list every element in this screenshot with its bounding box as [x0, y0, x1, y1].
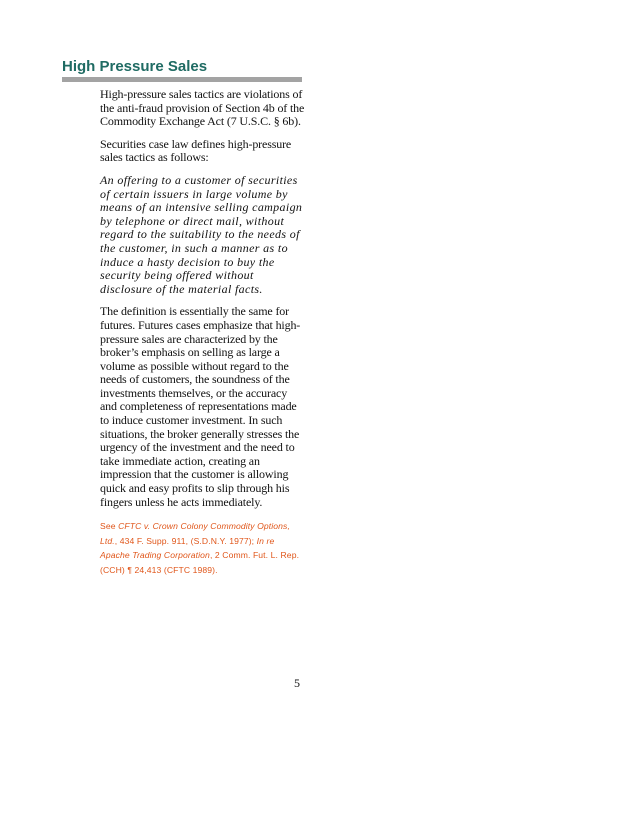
citation-cite-2: , 2 Comm. Fut. L. Rep. (CCH) ¶ 24,413 (CFTC 1989). [100, 550, 300, 575]
page-number: 5 [294, 676, 300, 690]
citation-case-1: CFTC v. Crown Colony Commodity Options, Ltd. [100, 521, 290, 546]
case-citation [100, 519, 305, 577]
citation-case-2: In re Apache Trading Corporation [100, 535, 275, 561]
body-column [100, 88, 305, 577]
intro-paragraph: High-pressure sales tactics are violations of the anti-fraud provision of Section 4b of the Commodity Exchange Act (7 U.S.C. § 6b). [100, 87, 305, 129]
citation-cite-1: , 434 F. Supp. 911, (S.D.N.Y. 1977); [114, 535, 257, 546]
heading-rule [62, 77, 302, 82]
citation-see: See [100, 521, 119, 532]
definition-intro-paragraph: Securities case law defines high-pressure sales tactics as follows: [100, 136, 292, 165]
definition-quote: An offering to a customer of securities of certain issuers in large volume by means of an intensive selling campaign by telephone or direct mail, without regard to the suitability to the needs of the customer, in such a manner as to induce a hasty decision to buy the security being offered without disclosure of the material facts. [100, 172, 303, 296]
section-heading: High Pressure Sales [62, 58, 208, 75]
futures-paragraph: The definition is essentially the same for futures. Futures cases emphasize that high-pressure sales are characterized by the broker’s emphasis on selling as large a volume as possible without regard to the needs of customers, the soundness of the investments themselves, or the accuracy and completeness of representations made to induce customer investment. In such situations, the broker generally stresses the urgency of the investment and the need to take immediate action, creating an impression that the customer is allowing quick and easy profits to slip through his fingers unless he acts immediately. [100, 304, 301, 509]
